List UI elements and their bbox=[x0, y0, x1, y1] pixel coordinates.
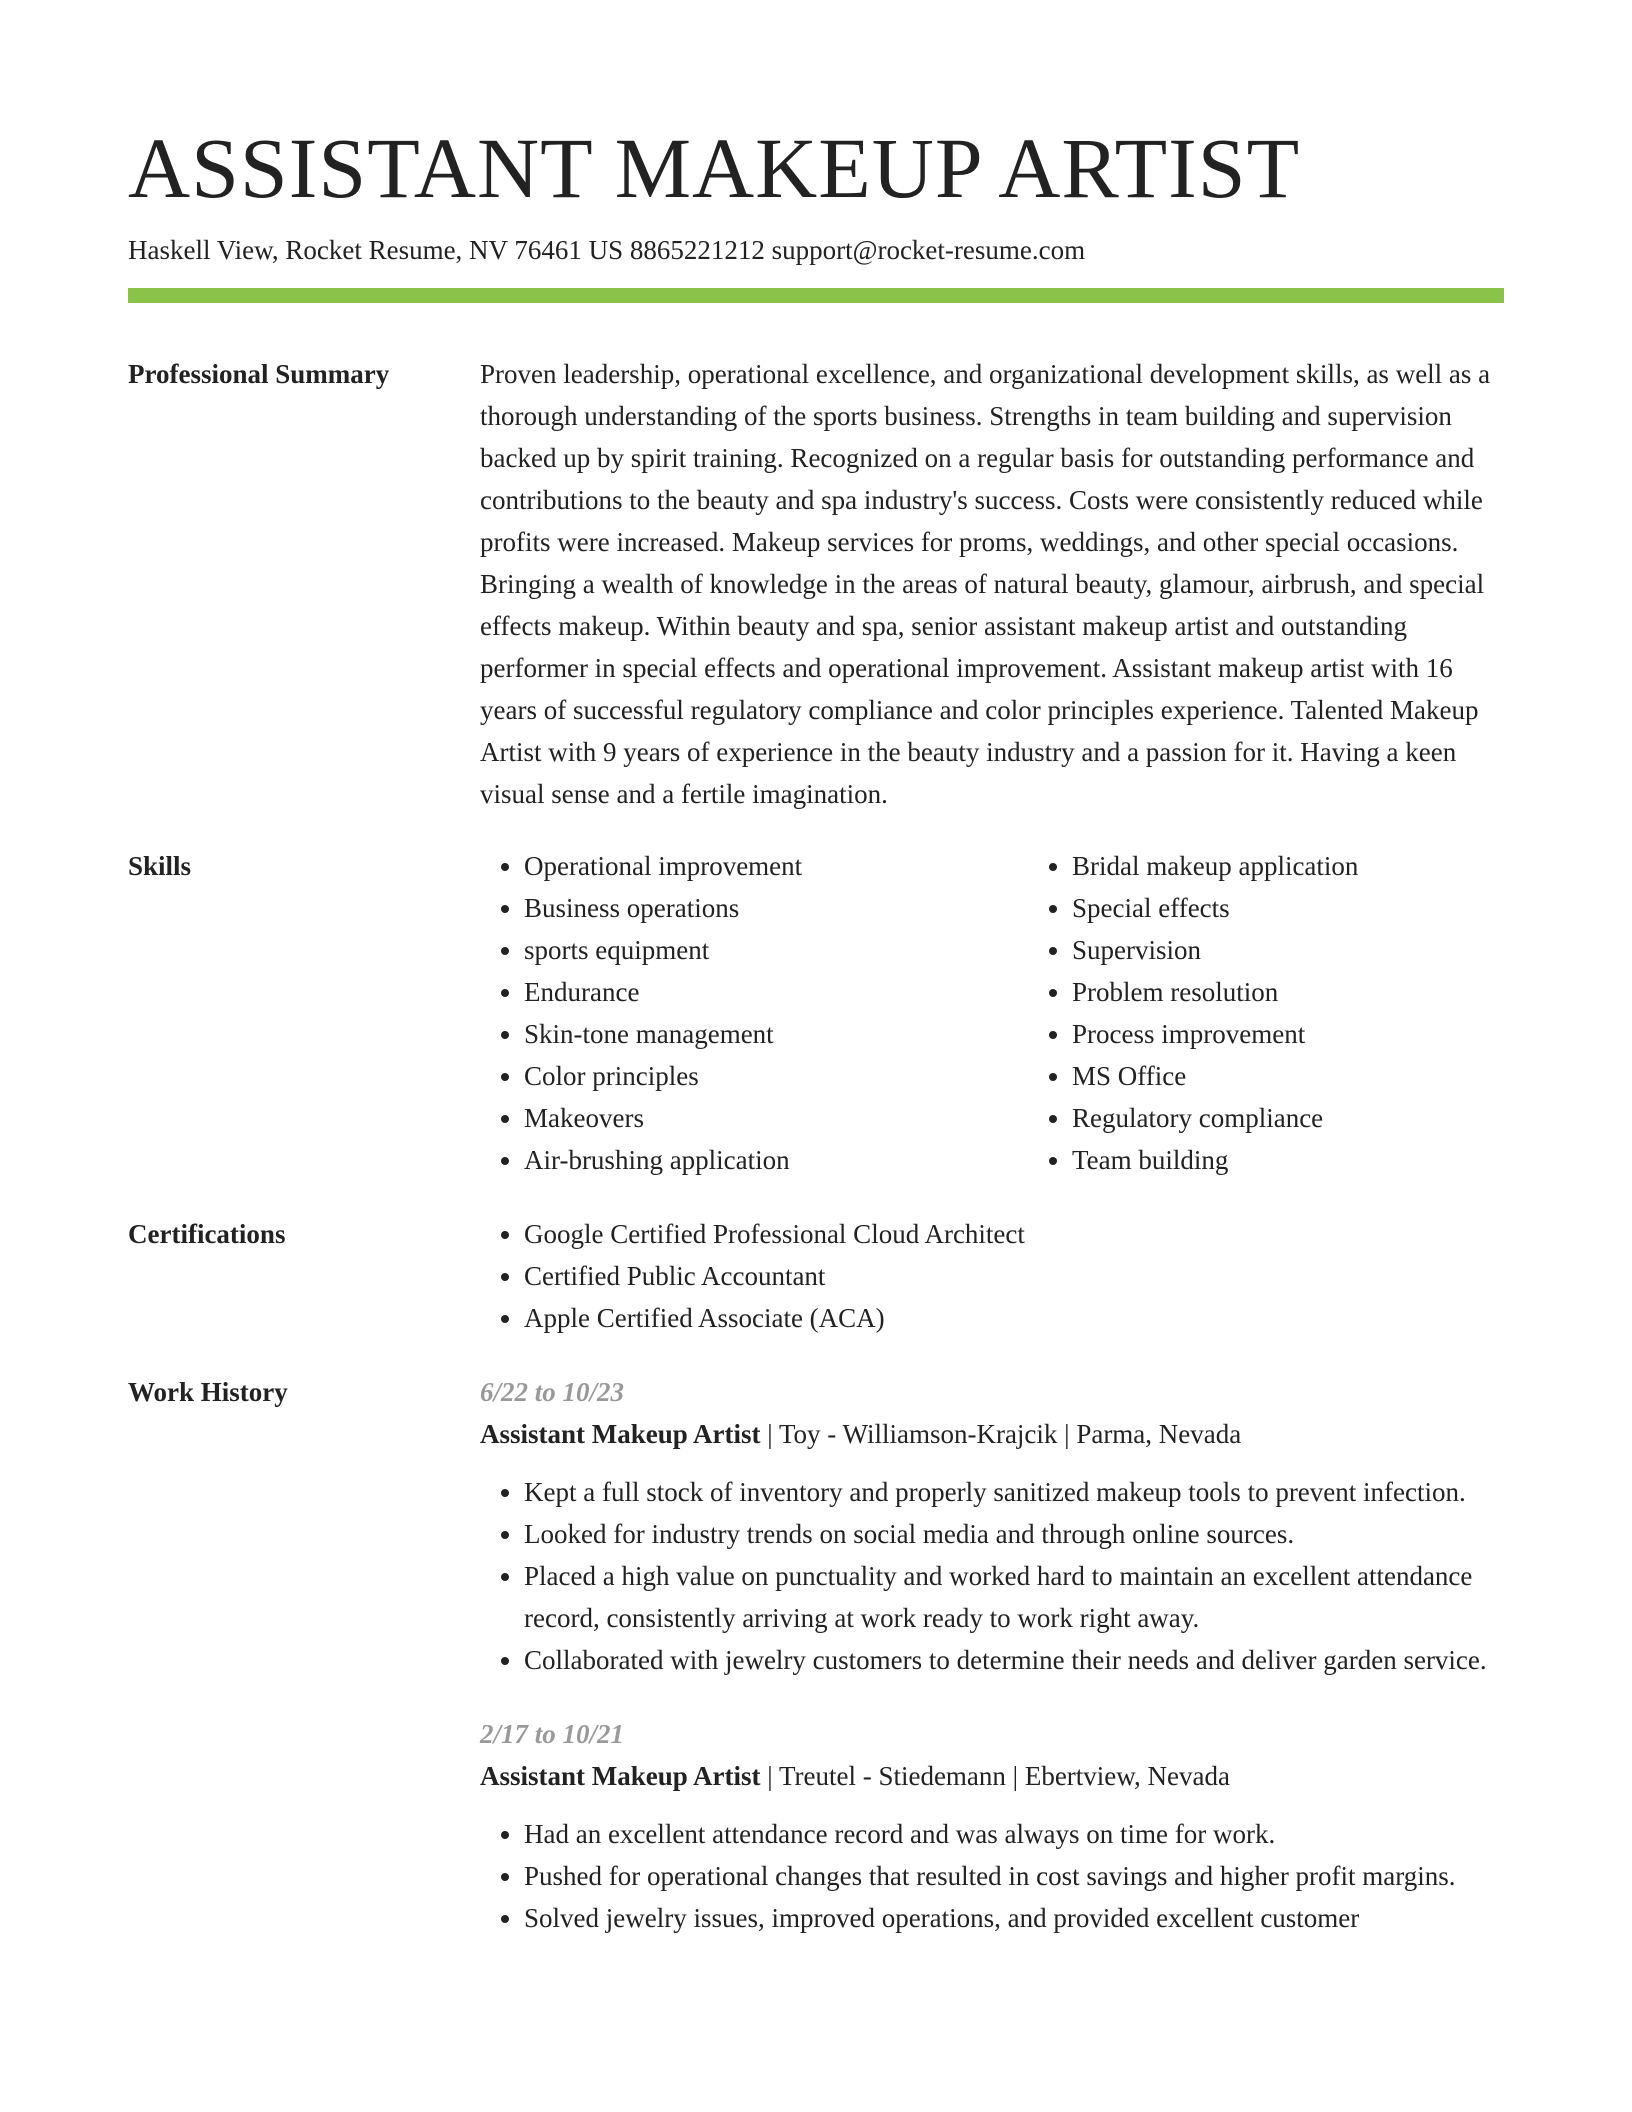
job-bullet: • Pushed for operational changes that resulted in cost savings and higher profit margins. bbox=[524, 1855, 1504, 1897]
job-dates: 6/22 to 10/23 bbox=[480, 1377, 625, 1407]
certification-item: • Google Certified Professional Cloud Architect bbox=[524, 1213, 1504, 1255]
certifications-section bbox=[128, 1213, 1504, 1339]
job-employer-location: | Toy - Williamson-Krajcik | Parma, Nevada bbox=[760, 1419, 1242, 1449]
candidate-name: ASSISTANT MAKEUP ARTIST bbox=[128, 120, 1301, 216]
contact-line: Haskell View, Rocket Resume, NV 76461 US 8865221212 support@rocket-resume.com bbox=[128, 235, 1086, 265]
skill-item: • Bridal makeup application bbox=[1072, 845, 1576, 887]
skill-item: • Special effects bbox=[1072, 887, 1576, 929]
job-dates: 2/17 to 10/21 bbox=[480, 1719, 625, 1749]
job-bullet: • Had an excellent attendance record and was always on time for work. bbox=[524, 1813, 1504, 1855]
summary-section bbox=[128, 353, 1504, 815]
job-title: Assistant Makeup Artist bbox=[480, 1761, 761, 1791]
skill-item: • Team building bbox=[1072, 1139, 1576, 1181]
skill-item: • Makeovers bbox=[524, 1097, 1028, 1139]
skill-item: • Endurance bbox=[524, 971, 1028, 1013]
accent-divider bbox=[128, 288, 1504, 303]
summary-heading: Professional Summary bbox=[128, 359, 390, 389]
job-employer-location: | Treutel - Stiedemann | Ebertview, Nevada bbox=[760, 1761, 1230, 1791]
skill-item: • Supervision bbox=[1072, 929, 1576, 971]
job-title: Assistant Makeup Artist bbox=[480, 1419, 761, 1449]
job-bullet: • Collaborated with jewelry customers to determine their needs and deliver garden service. bbox=[524, 1639, 1504, 1681]
job-heading bbox=[480, 1413, 1504, 1455]
work-history-heading: Work History bbox=[128, 1377, 288, 1407]
skill-item: • Color principles bbox=[524, 1055, 1028, 1097]
skill-item: • Skin-tone management bbox=[524, 1013, 1028, 1055]
certification-item: • Apple Certified Associate (ACA) bbox=[524, 1297, 1504, 1339]
job-bullets bbox=[480, 1471, 1504, 1681]
job-bullet: • Kept a full stock of inventory and properly sanitized makeup tools to prevent infection. bbox=[524, 1471, 1504, 1513]
job-bullet: • Placed a high value on punctuality and worked hard to maintain an excellent attendance record, consistently arriving at work ready to work right away. bbox=[524, 1555, 1504, 1639]
skill-item: • Operational improvement bbox=[524, 845, 1028, 887]
job-entry bbox=[480, 1713, 1504, 1939]
job-bullet: • Looked for industry trends on social media and through online sources. bbox=[524, 1513, 1504, 1555]
skill-item: • Business operations bbox=[524, 887, 1028, 929]
skill-item: • Problem resolution bbox=[1072, 971, 1576, 1013]
summary-text: Proven leadership, operational excellence, and organizational development skills, as well as a thorough understanding of the sports business. Strengths in team building and supervision backed up by spirit training. Recognized on a regular basis for outstanding performance and contributions to the beauty and spa industry's success. Costs were consistently reduced while profits were increased. Makeup services for proms, weddings, and other special occasions. Bringing a wealth of knowledge in the areas of natural beauty, glamour, airbrush, and special effects makeup. Within beauty and spa, senior assistant makeup artist and outstanding performer in special effects and operational improvement. Assistant makeup artist with 16 years of successful regulatory compliance and color principles experience. Talented Makeup Artist with 9 years of experience in the beauty industry and a passion for it. Having a keen visual sense and a fertile imagination. bbox=[480, 359, 1491, 809]
work-history-section bbox=[128, 1371, 1504, 1939]
certifications-list bbox=[480, 1213, 1504, 1339]
skills-list-right bbox=[1028, 845, 1576, 1181]
job-bullet: • Solved jewelry issues, improved operations, and provided excellent customer bbox=[524, 1897, 1504, 1939]
skill-item: • Air-brushing application bbox=[524, 1139, 1028, 1181]
job-heading bbox=[480, 1755, 1504, 1797]
certifications-body bbox=[480, 1213, 1504, 1339]
skill-item: • Process improvement bbox=[1072, 1013, 1576, 1055]
certification-item: • Certified Public Accountant bbox=[524, 1255, 1504, 1297]
certifications-heading: Certifications bbox=[128, 1219, 286, 1249]
skills-list-left bbox=[480, 845, 1028, 1181]
resume-page bbox=[128, 118, 1504, 1939]
skill-item: • sports equipment bbox=[524, 929, 1028, 971]
skill-item: • MS Office bbox=[1072, 1055, 1576, 1097]
skills-heading: Skills bbox=[128, 851, 192, 881]
skills-columns bbox=[480, 845, 1576, 1181]
skills-section bbox=[128, 845, 1504, 1181]
job-bullets bbox=[480, 1813, 1504, 1939]
skill-item: • Regulatory compliance bbox=[1072, 1097, 1576, 1139]
work-history-body bbox=[480, 1371, 1504, 1939]
job-entry bbox=[480, 1371, 1504, 1681]
